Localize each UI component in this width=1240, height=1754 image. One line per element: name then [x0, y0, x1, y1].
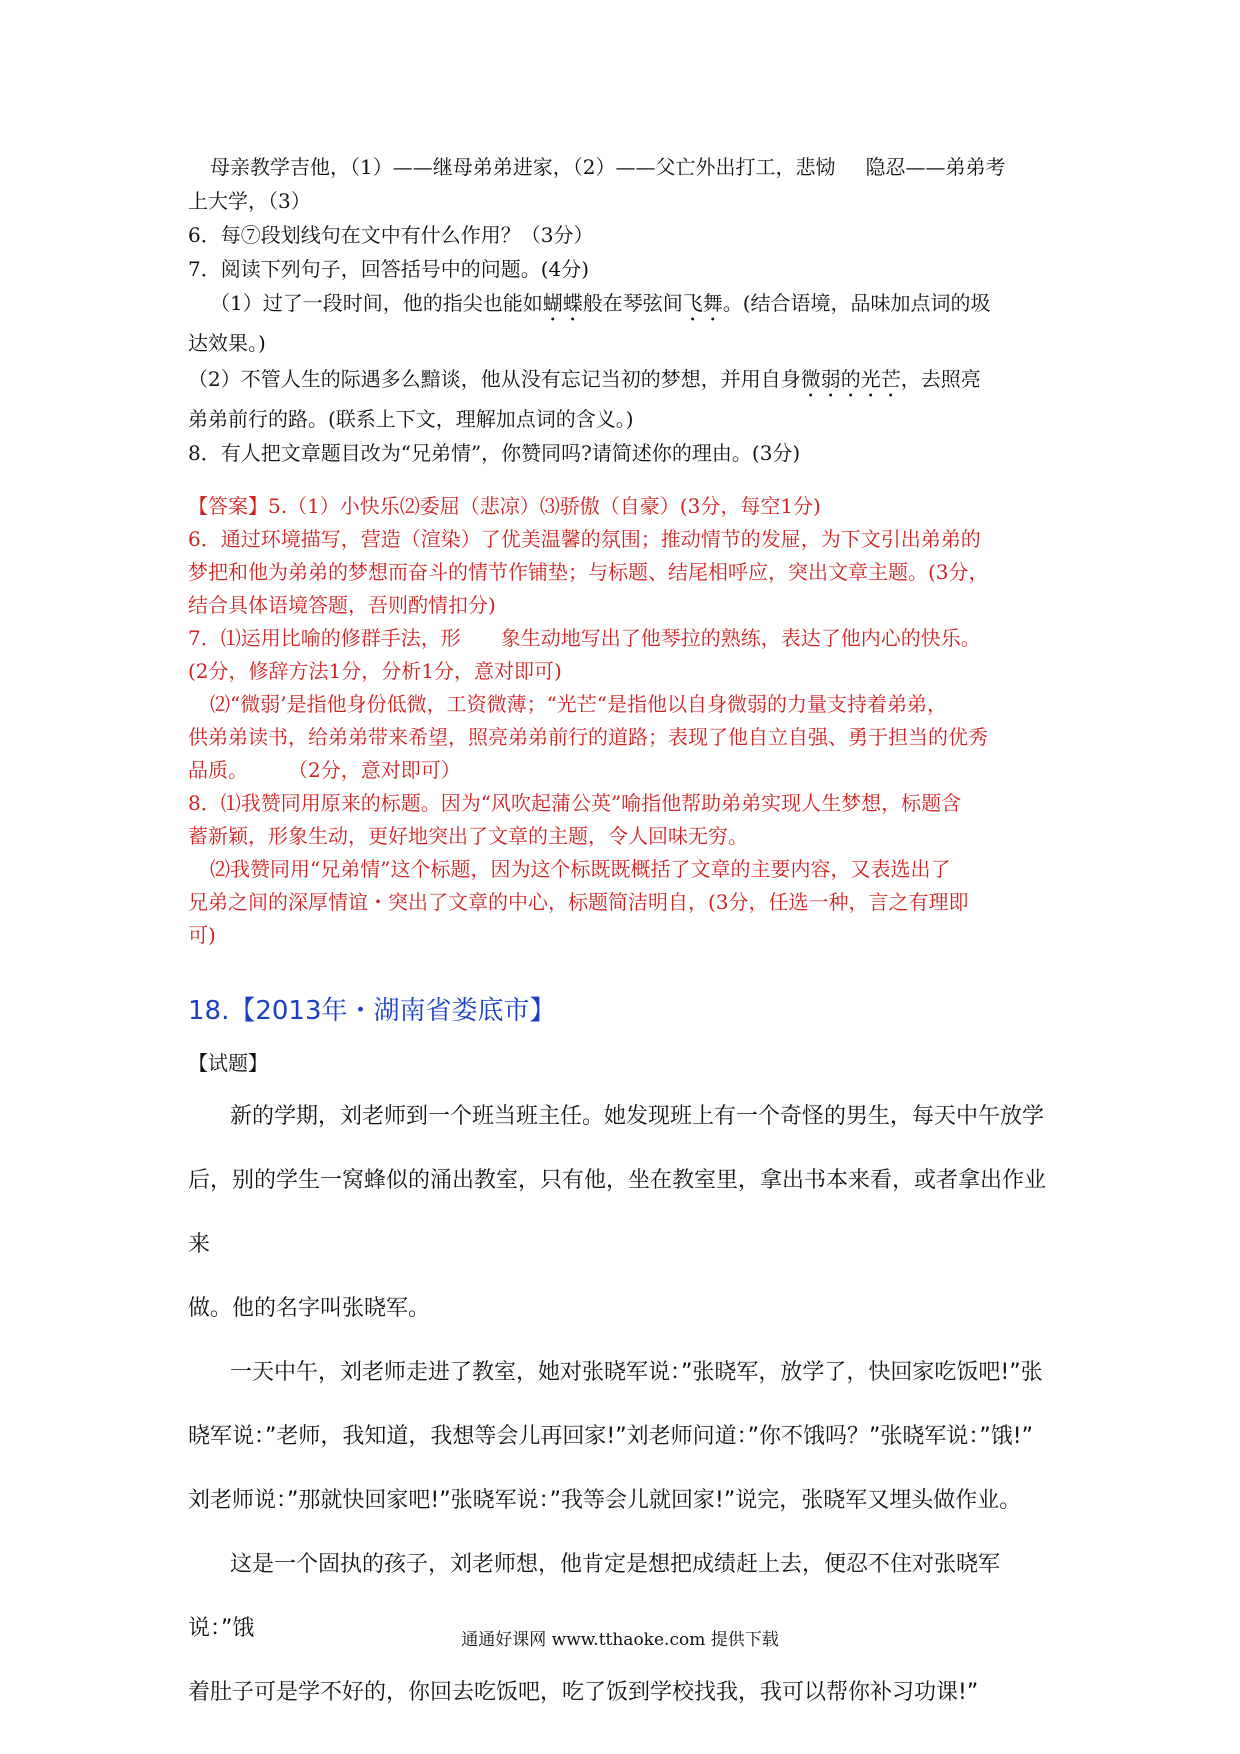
prose-line: 后，别的学生一窝蜂似的涌出教室，只有他，坐在教室里，拿出书本来看，或者拿出作业来 — [188, 1168, 1047, 1257]
answer-8-line-3: ⑵我赞同用“兄弟情”这个标题，因为这个标既既概括了文章的主要内容，又表选出了 — [210, 857, 951, 881]
q7-1-text: （1）过了一段时间，他的指尖也能如 — [210, 291, 543, 315]
answer-8-line-4: 兄弟之间的深厚情谊・突出了文章的中心，标题简洁明自，(3分，任选一种，言之有理即 — [188, 890, 969, 914]
section-tag: 【试题】 — [188, 1051, 268, 1075]
answer-5: 【答案】5.（1）小快乐⑵委屈（悲凉）⑶骄傲（自豪）(3分，每空1分) — [188, 494, 821, 518]
question-6: 6．每⑦段划线句在文中有什么作用？（3分） — [188, 223, 594, 247]
answer-block — [188, 490, 1060, 952]
q7-1-text-b: 般在琴弦间 — [582, 291, 683, 315]
question-8: 8．有人把文章题目改为“兄弟情”，你赞同吗?请简述你的理由。(3分) — [188, 441, 801, 465]
answer-7-line-2: (2分，修辞方法1分，分析1分，意对即可) — [188, 659, 562, 683]
answer-7-line-4: 供弟弟读书，给弟弟带来希望，照亮弟弟前行的道路；表现了他自立自强、勇于担当的优秀 — [188, 725, 988, 749]
prose-line: 晓军说：”老师，我知道，我想等会儿再回家!”刘老师问道：”你不饿吗？”张晓军说：”饿!” — [188, 1424, 1034, 1449]
prose-line: 新的学期，刘老师到一个班当班主任。她发现班上有一个奇怪的男生，每天中午放学 — [230, 1104, 1045, 1129]
prose-line: 着肚子可是学不好的，你回去吃饭吧，吃了饭到学校找我，我可以帮你补习功课!” — [188, 1680, 979, 1705]
q7-2-text-b: ，去照亮 — [900, 367, 981, 391]
question-7-2 — [188, 362, 1060, 402]
answer-7 — [188, 622, 1060, 655]
answer-6: 6．通过环境描写，营造（渲染）了优美温馨的氛围；推动情节的发屉，为下文引出弟弟的 — [188, 527, 981, 551]
answer-7-text-c: 品质。 — [188, 758, 248, 782]
summary-line — [188, 150, 1060, 184]
q7-1-text-c: 。(结合语境，品味加点词的圾 — [722, 291, 991, 315]
question-7-1-cont: 达效果。) — [188, 331, 266, 355]
prose-line: 做。他的名字叫张晓军。 — [188, 1296, 431, 1321]
q7-2-text: （2）不管人生的际遇多么黯谈，他从没有忘记当初的梦想，并用自身 — [188, 367, 801, 391]
answer-7-text-b: 象生动地写出了他琴拉的熟练，表达了他内心的快乐。 — [500, 626, 981, 650]
dotted-word-fly: 飞舞 — [682, 291, 723, 315]
question-block — [188, 150, 1060, 470]
answer-7-line-5 — [188, 754, 1060, 787]
answer-8: 8．⑴我赞同用原来的标题。因为“风吹起蒲公英”喻指他帮助弟弟实现人生梦想，标题含 — [188, 791, 962, 815]
answer-7-text: 7．⑴运用比喻的修群手法，形 — [188, 626, 461, 650]
dotted-word-butterfly: 蝴蝶 — [542, 291, 583, 315]
question-7: 7．阅读下列句子，回答括号中的问题。(4分) — [188, 257, 590, 281]
summary-text-cont: 隐忍——弟弟考 — [865, 155, 1006, 179]
section-title: 18.【2013年・湖南省娄底市】 — [188, 996, 556, 1026]
question-7-1 — [188, 286, 1060, 326]
summary-line-2: 上大学，（3） — [188, 189, 311, 213]
prose-line: 刘老师说：”那就快回家吧!”张晓军说：”我等会儿就回家!”说完，张晓军又埋头做作业。 — [188, 1488, 1022, 1513]
dotted-word-light: 微弱的光芒 — [800, 367, 901, 391]
page-footer: 通通好课网 www.tthaoke.com 提供下载 — [461, 1630, 779, 1650]
answer-6-line-2: 梦把和他为弟弟的梦想而奋斗的情节作铺垫；与标题、结尾相呼应，突出文章主题。(3分， — [188, 560, 989, 584]
summary-text: 母亲教学吉他，（1）——继母弟弟进家，（2）——父亡外出打工，悲恸 — [210, 155, 836, 179]
question-7-2-cont: 弟弟前行的路。(联系上下文，理解加点词的含义。) — [188, 407, 634, 431]
answer-6-line-3: 结合具体语境答题，吾则酌情扣分) — [188, 593, 496, 617]
prose-line: 这是一个固执的孩子，刘老师想，他肯定是想把成绩赶上去，便忍不住对张晓军说：”饿 — [188, 1552, 1001, 1641]
answer-8-line-5: 可) — [188, 923, 216, 947]
answer-8-line-2: 蓄新颖，形象生动，更好地突出了文章的主题，令人回味无穷。 — [188, 824, 748, 848]
answer-7-text-d: （2分，意对即可） — [288, 758, 461, 782]
answer-7-line-3: ⑵“微弱’是指他身份低微，工资微薄；“光芒“是指他以自身微弱的力量支持着弟弟， — [210, 692, 948, 716]
prose-line: 一天中午，刘老师走进了教室，她对张晓军说：”张晓军，放学了，快回家吃饭吧!”张 — [230, 1360, 1043, 1385]
